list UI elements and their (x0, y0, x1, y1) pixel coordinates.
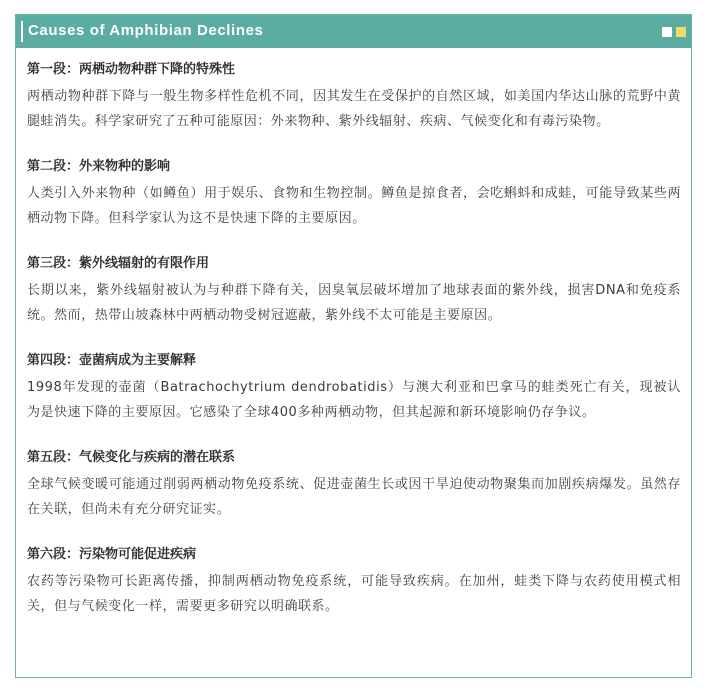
section-heading: 第四段：壶菌病成为主要解释 (27, 353, 197, 368)
section-heading: 第二段：外来物种的影响 (27, 159, 171, 174)
section-heading: 第六段：污染物可能促进疾病 (27, 547, 197, 562)
decor-square-white-icon (662, 27, 672, 37)
header-accent-bar (21, 21, 23, 42)
section-body: 长期以来，紫外线辐射被认为与种群下降有关，因臭氧层破坏增加了地球表面的紫外线，损害DNA和免疫系统。然而，热带山坡森林中两栖动物受树冠遮蔽，紫外线不太可能是主要原因。 (27, 283, 681, 323)
card-content (27, 61, 681, 643)
section-5 (27, 449, 681, 522)
article-card (15, 14, 692, 678)
section-body: 1998年发现的壶菌（Batrachochytrium dendrobatidis）与澳大利亚和巴拿马的蛙类死亡有关，现被认为是快速下降的主要原因。它感染了全球400多种两栖动物，但其起源和新环境影响仍存争议。 (27, 380, 681, 420)
section-body: 两栖动物种群下降与一般生物多样性危机不同，因其发生在受保护的自然区域，如美国内华达山脉的荒野中黄腿蛙消失。科学家研究了五种可能原因：外来物种、紫外线辐射、疾病、气候变化和有毒污染物。 (27, 89, 681, 129)
section-6 (27, 546, 681, 619)
section-heading: 第五段：气候变化与疾病的潜在联系 (27, 450, 236, 465)
section-3 (27, 255, 681, 328)
card-title: Causes of Amphibian Declines (28, 22, 264, 39)
decor-square-yellow-icon (676, 27, 686, 37)
section-body: 全球气候变暖可能通过削弱两栖动物免疫系统、促进壶菌生长或因干旱迫使动物聚集而加剧疾病爆发。虽然存在关联，但尚未有充分研究证实。 (27, 477, 681, 517)
section-body: 人类引入外来物种（如鳟鱼）用于娱乐、食物和生物控制。鳟鱼是掠食者，会吃蝌蚪和成蛙，可能导致某些两栖动物下降。但科学家认为这不是快速下降的主要原因。 (27, 186, 681, 226)
section-2 (27, 158, 681, 231)
section-1 (27, 61, 681, 134)
section-body: 农药等污染物可长距离传播，抑制两栖动物免疫系统，可能导致疾病。在加州，蛙类下降与农药使用模式相关，但与气候变化一样，需要更多研究以明确联系。 (27, 574, 681, 614)
section-heading: 第三段：紫外线辐射的有限作用 (27, 256, 210, 271)
card-header (16, 15, 691, 48)
section-heading: 第一段：两栖动物种群下降的特殊性 (27, 62, 236, 77)
section-4 (27, 352, 681, 425)
